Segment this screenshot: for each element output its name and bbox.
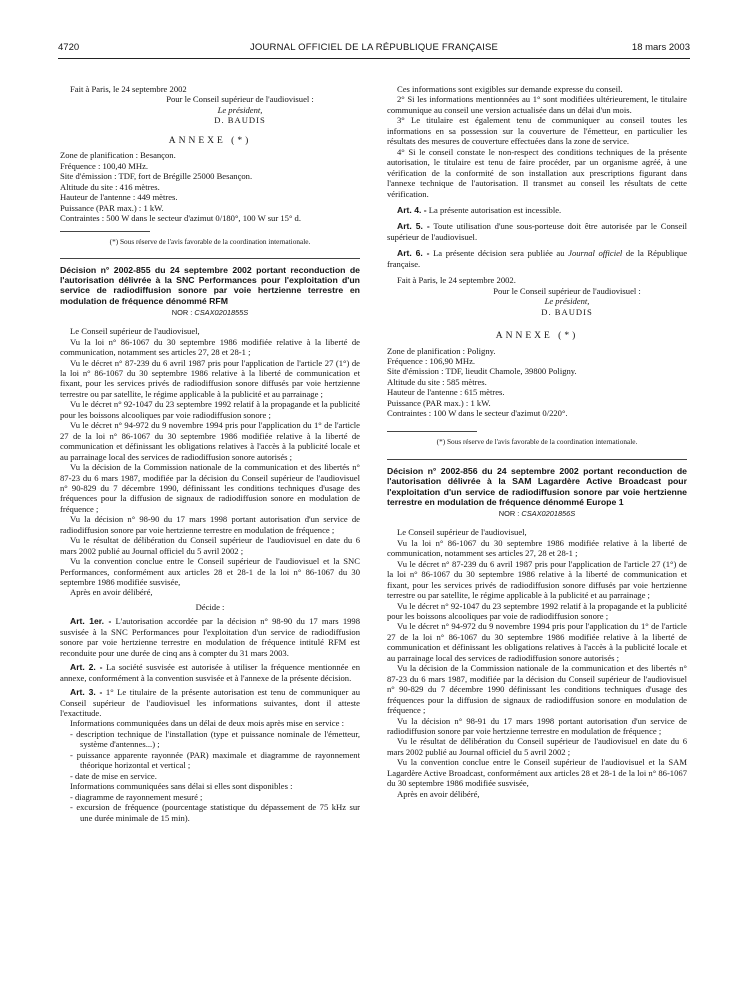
list-item: - diagramme de rayonnement mesuré ; [70, 791, 203, 802]
paragraph: Informations communiquées sans délai si elles sont disponibles : [70, 781, 293, 792]
annexe-line: Contraintes : 100 W dans le secteur d'azimut 0/220°. [387, 408, 568, 419]
signature-role: Le président, [544, 296, 590, 307]
signature-name: D. BAUDIS [214, 115, 266, 126]
paragraph: Vu le décret n° 87-239 du 6 avril 1987 pris pour l'application de l'article 27 (1°) de la loi n° 86-1067 du 30 septembre 1986 relative à la liberté de communication et fixant, pour les services privés de radiodiffusion sonore diffusés par voie hertzienne terrestre ou par satellite, le régime applicable à la publicité et au parrainage ; [387, 558, 687, 601]
paragraph: Après en avoir délibéré, [397, 788, 480, 799]
paragraph: 2° Si les informations mentionnées au 1° sont modifiées ultérieurement, le titulaire communique au conseil une version actualisée dans un délai d'un mois. [387, 94, 687, 115]
annexe-line: Puissance (PAR max.) : 1 kW. [387, 397, 491, 408]
list-item: - description technique de l'installation (type et puissance nominale de l'émetteur, système d'antennes...) ; [70, 728, 360, 750]
annexe-line: Zone de planification : Poligny. [387, 345, 496, 356]
annexe-line: Puissance (PAR max.) : 1 kW. [60, 202, 164, 213]
left-column [60, 84, 360, 823]
signature-for: Pour le Conseil supérieur de l'audiovisuel : [166, 94, 314, 105]
signature-place: Fait à Paris, le 24 septembre 2002 [70, 84, 187, 94]
annexe-line: Site d'émission : TDF, fort de Brégille 25000 Besançon. [60, 171, 253, 182]
paragraph: Vu le résultat de délibération du Conseil supérieur de l'audiovisuel en date du 6 mars 2002 publié au Journal officiel du 5 avril 2002 ; [60, 535, 360, 556]
paragraph: Vu le décret n° 94-972 du 9 novembre 1994 pris pour l'application du 1° de l'article 27 de la loi n° 86-1067 du 30 septembre 1986 modifiée relative à la liberté de communication et définissant les obligations relatives à l'accès à la publicité locale et au parrainage local des services de radiodiffusion sonore autorisés ; [60, 420, 360, 462]
annexe-line: Altitude du site : 416 mètres. [60, 181, 160, 192]
nor-reference [387, 509, 687, 519]
paragraph: Vu la loi n° 86-1067 du 30 septembre 1986 modifiée relative à la liberté de communication, notamment ses articles 27, 28 et 28-1 ; [387, 537, 687, 559]
annexe-list [387, 346, 687, 419]
list-item: - excursion de fréquence (pourcentage statistique du dépassement de 75 kHz sur une durée minimale de 15 min). [70, 802, 360, 823]
issue-date: 18 mars 2003 [631, 42, 690, 53]
signature-role: Le président, [217, 104, 263, 115]
annexe-title: ANNEXE (*) [495, 331, 579, 342]
paragraph: Le Conseil supérieur de l'audiovisuel, [397, 527, 527, 538]
paragraph: Vu la convention conclue entre le Conseil supérieur de l'audiovisuel et la SNC Performances, conformément aux articles 28 et 28-1 de la loi n° 86-1067 du 30 septembre 1986 modifiée susvisée, [60, 556, 360, 588]
section-rule [60, 258, 360, 259]
article-label: Art. 6. - [397, 248, 430, 259]
annexe-line: Site d'émission : TDF, lieudit Chamole, 39800 Poligny. [387, 366, 577, 377]
page-header [58, 42, 690, 56]
note-separator [387, 431, 477, 432]
section-rule [387, 459, 687, 460]
signature-name: D. BAUDIS [541, 306, 593, 317]
annexe-line: Hauteur de l'antenne : 615 mètres. [387, 387, 505, 398]
article-label: Art. 5. - [397, 221, 430, 232]
annexe-line: Zone de planification : Besançon. [60, 150, 176, 161]
paragraph: 4° Si le conseil constate le non-respect des conditions techniques de la présente autorisation, le titulaire est tenu de faire procéder, par un organisme agréé, à une vérification de la conformité de son installation aux prescriptions figurant dans l'annexe technique de l'autorisation. Il transmet au conseil les résultats de cette vérification. [387, 146, 687, 199]
article-6 [387, 248, 687, 269]
nor-reference [60, 308, 360, 318]
annexe-line: Contraintes : 500 W dans le secteur d'azimut 0/180°, 100 W sur 15° d. [60, 212, 301, 223]
article-text: Toute utilisation d'une sous-porteuse doit être autorisée par le Conseil supérieur de l'audiovisuel. [387, 221, 687, 242]
paragraph: Vu le décret n° 92-1047 du 23 septembre 1992 relatif à la propagande et la publicité pour les boissons alcooliques par voie radiodiffusion sonore ; [60, 399, 360, 420]
article-3 [60, 687, 360, 718]
signature-for: Pour le Conseil supérieur de l'audiovisuel : [493, 285, 641, 296]
annexe-line: Fréquence : 100,40 MHz. [60, 160, 149, 171]
annexe-line: Hauteur de l'antenne : 449 mètres. [60, 192, 178, 203]
paragraph: Informations communiquées dans un délai de deux mois après mise en service : [70, 718, 344, 729]
nor-code: CSAX0201856S [521, 508, 576, 518]
paragraph: Vu la décision de la Commission nationale de la communication et des libertés n° 87-23 du 6 mars 1987, modifiée par la décision du Conseil supérieur de l'audiovisuel n° 90-829 du 7 décembre 1990 définissant les conditions techniques d'usage des fréquences pour la diffusion de signaux de radiodiffusion sonore en modulation de fréquence ; [387, 663, 687, 716]
annexe-line: Altitude du site : 585 mètres. [387, 376, 487, 387]
paragraph: Vu la décision n° 98-90 du 17 mars 1998 portant autorisation d'un service de radiodiffusion sonore par voie hertzienne terrestre en modulation de fréquence ; [60, 514, 360, 535]
paragraph: Ces informations sont exigibles sur demande expresse du conseil. [397, 84, 623, 94]
article-4 [387, 205, 687, 215]
paragraph: Après en avoir délibéré, [70, 587, 153, 598]
article-label: Art. 4. - [397, 204, 427, 215]
journal-title: JOURNAL OFFICIEL DE LA RÉPUBLIQUE FRANÇAISE [249, 42, 499, 53]
paragraph: Vu la décision de la Commission nationale de la communication et des libertés n° 87-23 du 6 mars 1987, modifiée par la décision du Conseil supérieur de l'audiovisuel n° 90-829 du 7 décembre 1990, définissant les conditions techniques d'usage des fréquences pour la diffusion de signaux de radiodiffusion sonore en modulation de fréquence ; [60, 462, 360, 514]
decide-heading: Décide : [195, 601, 225, 612]
article-label: Art. 3. - [70, 687, 103, 698]
article-text: L'autorisation accordée par la décision n° 98-90 du 17 mars 1998 susvisée à la SNC Performances pour l'exploitation d'un service de radiodiffusion sonore par voie hertzienne terrestre en modulation de fréquence intitulé RFM est reconduite pour une durée de cinq ans à compter du 31 mars 2003. [60, 616, 361, 658]
signature-place: Fait à Paris, le 24 septembre 2002. [397, 275, 516, 286]
paragraph: Vu le résultat de délibération du Conseil supérieur de l'audiovisuel en date du 6 mars 2002 publié au Journal officiel du 5 avril 2002 ; [387, 736, 687, 757]
article-text: 1° Le titulaire de la présente autorisation est tenu de communiquer au Conseil supérieur de l'audiovisuel les informations suivantes, dont il atteste l'exactitude. [60, 687, 360, 719]
paragraph: Vu la loi n° 86-1067 du 30 septembre 1986 modifiée relative à la liberté de communication, notamment ses articles 27, 28 et 28-1 ; [60, 336, 360, 358]
annexe-line: Fréquence : 106,90 MHz. [387, 355, 476, 366]
list-item: - puissance apparente rayonnée (PAR) maximale et diagramme de rayonnement théorique horizontal et vertical ; [70, 749, 360, 771]
nor-label: NOR : [498, 508, 520, 518]
journal-reference: Journal officiel [568, 248, 623, 259]
list-item: - date de mise en service. [70, 770, 157, 781]
annexe-title: ANNEXE (*) [168, 135, 252, 146]
article-2 [60, 662, 360, 683]
annexe-list [60, 150, 360, 223]
annexe-footnote: (*) Sous réserve de l'avis favorable de la coordination internationale. [109, 237, 311, 247]
page-number: 4720 [58, 42, 80, 53]
annexe-footnote: (*) Sous réserve de l'avis favorable de la coordination internationale. [436, 436, 638, 446]
paragraph: Vu la convention conclue entre le Conseil supérieur de l'audiovisuel et la SAM Lagardère Active Broadcast, conformément aux articles 28 et 28-1 de la loi n° 86-1067 du 30 septembre 1986 modifiée susvisée, [387, 757, 687, 789]
article-text: La présente décision sera publiée au [433, 248, 565, 259]
paragraph: Vu la décision n° 98-91 du 17 mars 1998 portant autorisation d'un service de radiodiffusion sonore par voie hertzienne terrestre en modulation de fréquence ; [387, 715, 687, 737]
article-1 [60, 616, 360, 658]
paragraph: Le Conseil supérieur de l'audiovisuel, [70, 326, 200, 337]
article-label: Art. 1er. - [70, 616, 112, 627]
paragraph: Vu le décret n° 94-972 du 9 novembre 1994 pris pour l'application du 1° de l'article 27 de la loi n° 86-1067 du 30 septembre 1986 modifiée relative à la liberté de communication et définissant les obligations relatives à l'accès à la publicité locale et au parrainage local des services de radiodiffusion sonore autorisés ; [387, 621, 687, 663]
article-5 [387, 221, 687, 242]
decision-title: Décision n° 2002-855 du 24 septembre 2002 portant reconduction de l'autorisation délivrée à la SNC Performances pour l'exploitation d'un service de radiodiffusion sonore par voie hertzienne terrestre en modulation de fréquence dénommé RFM [60, 264, 360, 306]
header-rule [58, 58, 690, 59]
article-label: Art. 2. - [70, 662, 103, 673]
decision-title: Décision n° 2002-856 du 24 septembre 2002 portant reconduction de l'autorisation délivrée à la SAM Lagardère Active Broadcast pour l'exploitation d'un service de radiodiffusion sonore par voie hertzienne terrestre en modulation de fréquence dénommé Europe 1 [387, 466, 687, 507]
nor-code: CSAX0201855S [194, 307, 249, 317]
paragraph: Vu le décret n° 92-1047 du 23 septembre 1992 relatif à la propagande et la publicité pour les boissons alcooliques par voie de radiodiffusion sonore ; [387, 600, 687, 622]
right-column [387, 84, 687, 799]
article-text: de la République française. [387, 248, 688, 269]
nor-label: NOR : [171, 307, 193, 317]
article-text: La société susvisée est autorisée à utiliser la fréquence mentionnée en annexe, conformément à la convention susvisée et à l'annexe de la présente décision. [60, 662, 361, 683]
note-separator [60, 231, 150, 232]
article-text: La présente autorisation est incessible. [428, 204, 562, 215]
paragraph: 3° Le titulaire est également tenu de communiquer au conseil toutes les informations en sa possession sur la couverture de l'émetteur, en particulier les résultats des mesures de couverture effectuées dans la zone de service. [387, 115, 687, 147]
paragraph: Vu le décret n° 87-239 du 6 avril 1987 pris pour l'application de l'article 27 (1°) de la loi n° 86-1067 du 30 septembre 1986 relative à la liberté de communication et fixant, pour les services privés de radiodiffusion sonore diffusés par voie hertzienne terrestre ou par satellite, le régime applicable à la publicité et au parrainage ; [60, 357, 360, 399]
